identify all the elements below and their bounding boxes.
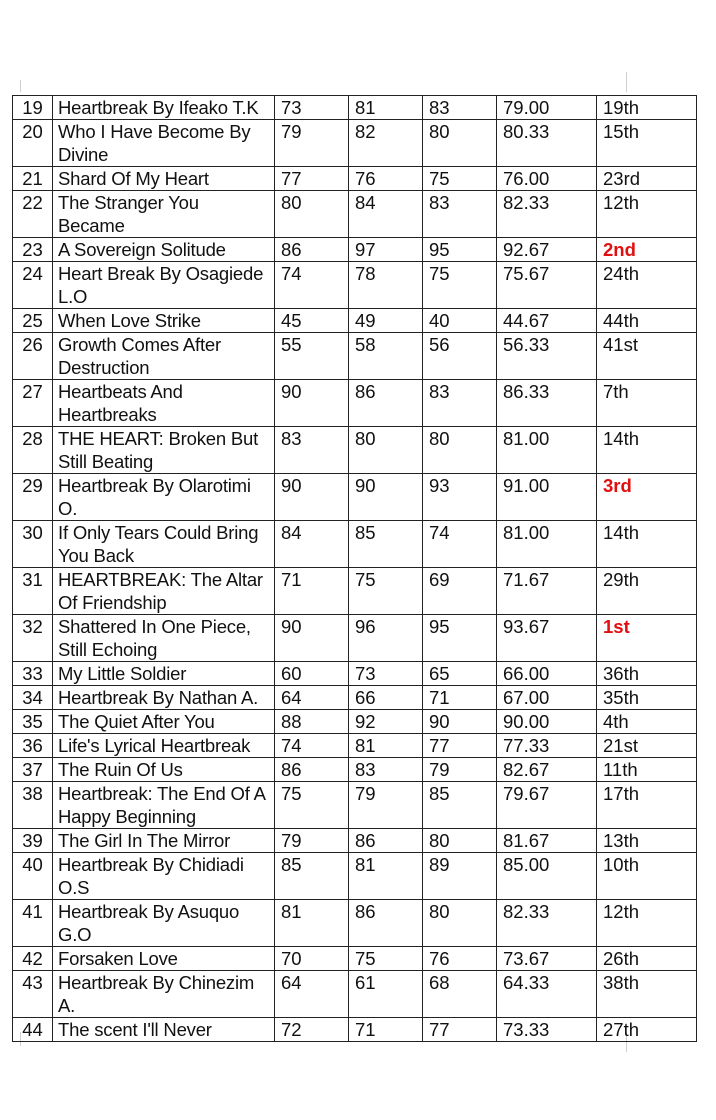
table-row — [13, 900, 697, 947]
score-2-cell: 80 — [349, 427, 423, 474]
score-2-cell: 86 — [349, 900, 423, 947]
position-cell: 36th — [597, 662, 697, 686]
score-2-cell: 61 — [349, 971, 423, 1018]
entry-title-cell: The Quiet After You — [53, 710, 275, 734]
average-score-cell: 93.67 — [497, 615, 597, 662]
score-2-cell: 83 — [349, 758, 423, 782]
entry-title-cell: Forsaken Love — [53, 947, 275, 971]
position-cell: 7th — [597, 380, 697, 427]
position-cell: 14th — [597, 427, 697, 474]
average-score-cell: 67.00 — [497, 686, 597, 710]
average-score-cell: 56.33 — [497, 333, 597, 380]
table-row — [13, 947, 697, 971]
row-number-cell: 36 — [13, 734, 53, 758]
average-score-cell: 91.00 — [497, 474, 597, 521]
score-3-cell: 79 — [423, 758, 497, 782]
score-1-cell: 45 — [275, 309, 349, 333]
score-3-cell: 90 — [423, 710, 497, 734]
position-cell: 27th — [597, 1018, 697, 1042]
position-cell: 41st — [597, 333, 697, 380]
table-row — [13, 262, 697, 309]
score-1-cell: 55 — [275, 333, 349, 380]
score-3-cell: 85 — [423, 782, 497, 829]
entry-title-cell: My Little Soldier — [53, 662, 275, 686]
position-cell: 12th — [597, 900, 697, 947]
entry-title-cell: HEARTBREAK: The Altar Of Friendship — [53, 568, 275, 615]
position-cell: 35th — [597, 686, 697, 710]
entry-title-cell: The Stranger You Became — [53, 191, 275, 238]
score-2-cell: 76 — [349, 167, 423, 191]
entry-title-cell: Heartbreak By Nathan A. — [53, 686, 275, 710]
score-3-cell: 68 — [423, 971, 497, 1018]
score-2-cell: 86 — [349, 829, 423, 853]
table-row — [13, 829, 697, 853]
table-row — [13, 521, 697, 568]
position-cell: 24th — [597, 262, 697, 309]
row-number-cell: 22 — [13, 191, 53, 238]
average-score-cell: 64.33 — [497, 971, 597, 1018]
position-cell: 17th — [597, 782, 697, 829]
position-cell: 10th — [597, 853, 697, 900]
entry-title-cell: Heartbreak By Chidiadi O.S — [53, 853, 275, 900]
position-cell: 11th — [597, 758, 697, 782]
score-2-cell: 97 — [349, 238, 423, 262]
table-row — [13, 167, 697, 191]
table-row — [13, 758, 697, 782]
entry-title-cell: The Girl In The Mirror — [53, 829, 275, 853]
entry-title-cell: Heartbreak By Asuquo G.O — [53, 900, 275, 947]
score-2-cell: 84 — [349, 191, 423, 238]
score-1-cell: 74 — [275, 734, 349, 758]
score-1-cell: 90 — [275, 615, 349, 662]
score-1-cell: 79 — [275, 829, 349, 853]
score-1-cell: 90 — [275, 380, 349, 427]
table-row — [13, 662, 697, 686]
average-score-cell: 82.33 — [497, 191, 597, 238]
entry-title-cell: Who I Have Become By Divine — [53, 120, 275, 167]
table-row — [13, 120, 697, 167]
position-cell: 14th — [597, 521, 697, 568]
entry-title-cell: When Love Strike — [53, 309, 275, 333]
score-1-cell: 72 — [275, 1018, 349, 1042]
position-cell: 29th — [597, 568, 697, 615]
score-2-cell: 86 — [349, 380, 423, 427]
position-cell: 2nd — [597, 238, 697, 262]
entry-title-cell: Shattered In One Piece, Still Echoing — [53, 615, 275, 662]
table-row — [13, 971, 697, 1018]
position-cell: 19th — [597, 96, 697, 120]
row-number-cell: 43 — [13, 971, 53, 1018]
table-row — [13, 427, 697, 474]
row-number-cell: 25 — [13, 309, 53, 333]
score-2-cell: 78 — [349, 262, 423, 309]
row-number-cell: 42 — [13, 947, 53, 971]
score-2-cell: 75 — [349, 947, 423, 971]
score-1-cell: 81 — [275, 900, 349, 947]
score-1-cell: 74 — [275, 262, 349, 309]
average-score-cell: 77.33 — [497, 734, 597, 758]
score-3-cell: 93 — [423, 474, 497, 521]
score-1-cell: 79 — [275, 120, 349, 167]
score-3-cell: 77 — [423, 1018, 497, 1042]
average-score-cell: 75.67 — [497, 262, 597, 309]
score-2-cell: 85 — [349, 521, 423, 568]
row-number-cell: 28 — [13, 427, 53, 474]
average-score-cell: 71.67 — [497, 568, 597, 615]
average-score-cell: 79.67 — [497, 782, 597, 829]
table-row — [13, 191, 697, 238]
score-1-cell: 70 — [275, 947, 349, 971]
score-3-cell: 80 — [423, 427, 497, 474]
score-3-cell: 75 — [423, 167, 497, 191]
position-cell: 15th — [597, 120, 697, 167]
score-1-cell: 77 — [275, 167, 349, 191]
score-2-cell: 71 — [349, 1018, 423, 1042]
page-corner-mark-top-right — [626, 72, 627, 92]
row-number-cell: 33 — [13, 662, 53, 686]
row-number-cell: 39 — [13, 829, 53, 853]
table-row — [13, 782, 697, 829]
average-score-cell: 73.67 — [497, 947, 597, 971]
row-number-cell: 30 — [13, 521, 53, 568]
score-3-cell: 80 — [423, 900, 497, 947]
score-3-cell: 83 — [423, 191, 497, 238]
average-score-cell: 80.33 — [497, 120, 597, 167]
results-table — [12, 95, 697, 1042]
table-row — [13, 96, 697, 120]
average-score-cell: 85.00 — [497, 853, 597, 900]
score-2-cell: 92 — [349, 710, 423, 734]
position-cell: 44th — [597, 309, 697, 333]
table-row — [13, 380, 697, 427]
score-3-cell: 80 — [423, 120, 497, 167]
score-1-cell: 80 — [275, 191, 349, 238]
entry-title-cell: A Sovereign Solitude — [53, 238, 275, 262]
average-score-cell: 81.00 — [497, 521, 597, 568]
row-number-cell: 26 — [13, 333, 53, 380]
entry-title-cell: The scent I'll Never — [53, 1018, 275, 1042]
entry-title-cell: If Only Tears Could Bring You Back — [53, 521, 275, 568]
score-3-cell: 75 — [423, 262, 497, 309]
average-score-cell: 81.00 — [497, 427, 597, 474]
average-score-cell: 76.00 — [497, 167, 597, 191]
score-3-cell: 69 — [423, 568, 497, 615]
average-score-cell: 82.67 — [497, 758, 597, 782]
position-cell: 13th — [597, 829, 697, 853]
score-2-cell: 82 — [349, 120, 423, 167]
entry-title-cell: Heartbreak By Ifeako T.K — [53, 96, 275, 120]
position-cell: 38th — [597, 971, 697, 1018]
row-number-cell: 31 — [13, 568, 53, 615]
score-2-cell: 58 — [349, 333, 423, 380]
score-3-cell: 83 — [423, 96, 497, 120]
score-1-cell: 60 — [275, 662, 349, 686]
row-number-cell: 35 — [13, 710, 53, 734]
score-2-cell: 79 — [349, 782, 423, 829]
score-1-cell: 64 — [275, 971, 349, 1018]
row-number-cell: 37 — [13, 758, 53, 782]
entry-title-cell: Life's Lyrical Heartbreak — [53, 734, 275, 758]
score-2-cell: 75 — [349, 568, 423, 615]
average-score-cell: 79.00 — [497, 96, 597, 120]
score-3-cell: 71 — [423, 686, 497, 710]
score-2-cell: 49 — [349, 309, 423, 333]
table-row — [13, 309, 697, 333]
position-cell: 21st — [597, 734, 697, 758]
page-corner-mark-top-left — [20, 80, 21, 92]
row-number-cell: 21 — [13, 167, 53, 191]
score-2-cell: 73 — [349, 662, 423, 686]
score-1-cell: 85 — [275, 853, 349, 900]
score-3-cell: 83 — [423, 380, 497, 427]
score-3-cell: 95 — [423, 615, 497, 662]
entry-title-cell: Heart Break By Osagiede L.O — [53, 262, 275, 309]
table-row — [13, 710, 697, 734]
score-1-cell: 88 — [275, 710, 349, 734]
score-2-cell: 66 — [349, 686, 423, 710]
row-number-cell: 20 — [13, 120, 53, 167]
score-2-cell: 81 — [349, 96, 423, 120]
position-cell: 4th — [597, 710, 697, 734]
score-3-cell: 77 — [423, 734, 497, 758]
row-number-cell: 29 — [13, 474, 53, 521]
position-cell: 23rd — [597, 167, 697, 191]
table-row — [13, 734, 697, 758]
score-2-cell: 81 — [349, 734, 423, 758]
score-1-cell: 75 — [275, 782, 349, 829]
table-row — [13, 333, 697, 380]
position-cell: 3rd — [597, 474, 697, 521]
position-cell: 12th — [597, 191, 697, 238]
average-score-cell: 81.67 — [497, 829, 597, 853]
score-1-cell: 73 — [275, 96, 349, 120]
row-number-cell: 27 — [13, 380, 53, 427]
row-number-cell: 44 — [13, 1018, 53, 1042]
row-number-cell: 34 — [13, 686, 53, 710]
average-score-cell: 44.67 — [497, 309, 597, 333]
row-number-cell: 40 — [13, 853, 53, 900]
table-row — [13, 238, 697, 262]
entry-title-cell: THE HEART: Broken But Still Beating — [53, 427, 275, 474]
table-row — [13, 853, 697, 900]
entry-title-cell: Growth Comes After Destruction — [53, 333, 275, 380]
row-number-cell: 19 — [13, 96, 53, 120]
score-3-cell: 40 — [423, 309, 497, 333]
score-2-cell: 81 — [349, 853, 423, 900]
score-3-cell: 74 — [423, 521, 497, 568]
table-row — [13, 615, 697, 662]
average-score-cell: 86.33 — [497, 380, 597, 427]
entry-title-cell: Heartbreak By Olarotimi O. — [53, 474, 275, 521]
score-1-cell: 83 — [275, 427, 349, 474]
score-1-cell: 71 — [275, 568, 349, 615]
score-1-cell: 90 — [275, 474, 349, 521]
score-3-cell: 95 — [423, 238, 497, 262]
position-cell: 1st — [597, 615, 697, 662]
score-1-cell: 84 — [275, 521, 349, 568]
score-1-cell: 86 — [275, 238, 349, 262]
score-3-cell: 56 — [423, 333, 497, 380]
score-1-cell: 86 — [275, 758, 349, 782]
table-row — [13, 686, 697, 710]
entry-title-cell: Heartbreak By Chinezim A. — [53, 971, 275, 1018]
row-number-cell: 23 — [13, 238, 53, 262]
average-score-cell: 66.00 — [497, 662, 597, 686]
score-2-cell: 96 — [349, 615, 423, 662]
row-number-cell: 32 — [13, 615, 53, 662]
row-number-cell: 24 — [13, 262, 53, 309]
entry-title-cell: Shard Of My Heart — [53, 167, 275, 191]
position-cell: 26th — [597, 947, 697, 971]
score-3-cell: 76 — [423, 947, 497, 971]
entry-title-cell: Heartbreak: The End Of A Happy Beginning — [53, 782, 275, 829]
row-number-cell: 38 — [13, 782, 53, 829]
score-3-cell: 89 — [423, 853, 497, 900]
score-1-cell: 64 — [275, 686, 349, 710]
table-row — [13, 474, 697, 521]
table-body — [13, 96, 697, 1042]
score-2-cell: 90 — [349, 474, 423, 521]
row-number-cell: 41 — [13, 900, 53, 947]
entry-title-cell: Heartbeats And Heartbreaks — [53, 380, 275, 427]
average-score-cell: 90.00 — [497, 710, 597, 734]
average-score-cell: 92.67 — [497, 238, 597, 262]
entry-title-cell: The Ruin Of Us — [53, 758, 275, 782]
table-row — [13, 1018, 697, 1042]
score-3-cell: 65 — [423, 662, 497, 686]
score-3-cell: 80 — [423, 829, 497, 853]
table-row — [13, 568, 697, 615]
average-score-cell: 82.33 — [497, 900, 597, 947]
average-score-cell: 73.33 — [497, 1018, 597, 1042]
